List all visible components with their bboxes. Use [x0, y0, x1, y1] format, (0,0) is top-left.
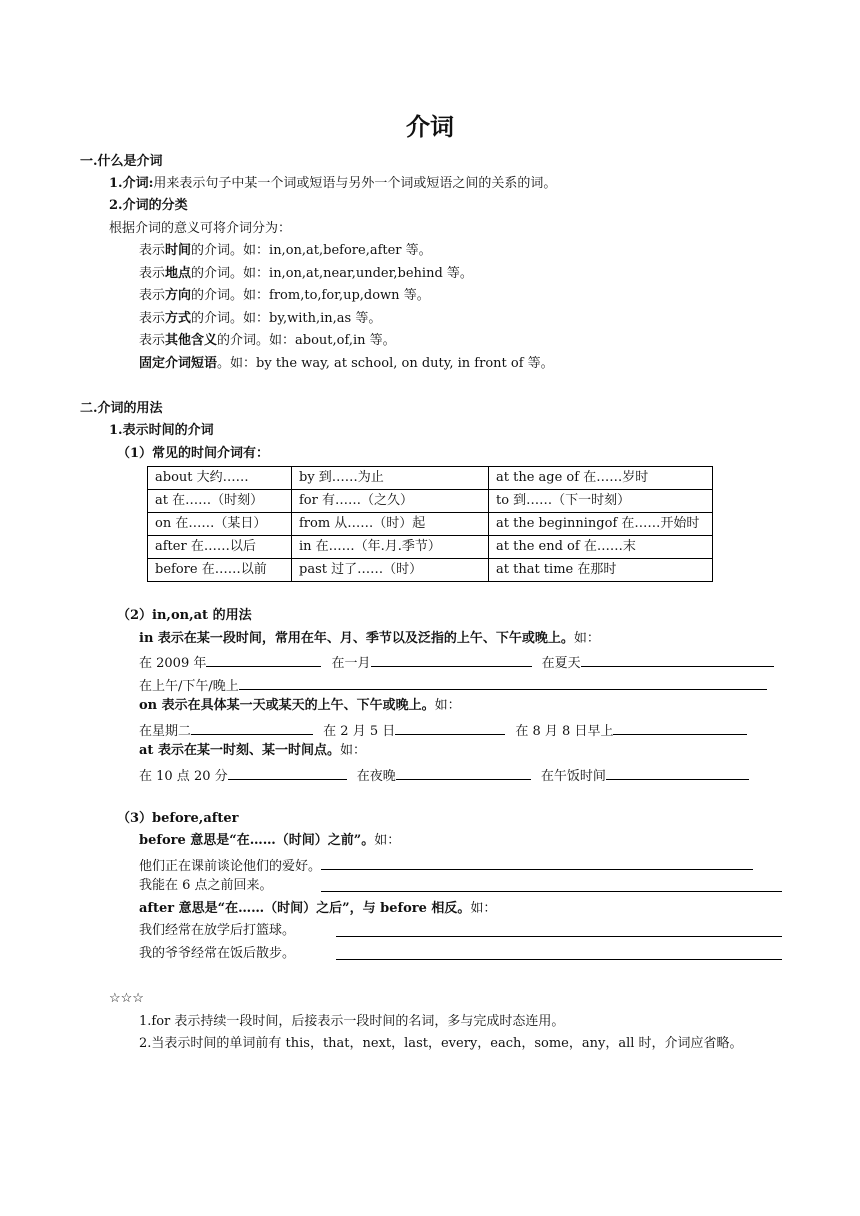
- in-rule: in 表示在某一段时间，常用在年、月、季节以及泛指的上午、下午或晚上。如：: [139, 631, 600, 646]
- answer-blank[interactable]: [206, 652, 321, 667]
- answer-blank[interactable]: [336, 945, 782, 960]
- table-cell: in 在……（年.月.季节）: [292, 536, 489, 559]
- table-cell: about 大约……: [148, 467, 292, 490]
- before-example-row: [139, 855, 753, 876]
- answer-blank[interactable]: [396, 765, 531, 780]
- in-example-row: [139, 652, 774, 673]
- answer-blank[interactable]: [613, 720, 747, 735]
- class-item: 表示地点的介词。如：in,on,at,near,under,behind 等。: [139, 266, 473, 281]
- on-rule: on 表示在具体某一天或某天的上午、下午或晚上。如：: [139, 698, 461, 713]
- class-item: 固定介词短语。如：by the way, at school, on duty, in front of 等。: [139, 356, 554, 371]
- at-example: 在 10 点 20 分: [139, 769, 228, 784]
- table-cell: at that time 在那时: [489, 559, 713, 582]
- star-icon: ☆☆☆: [109, 991, 144, 1006]
- class-item: 表示其他含义的介词。如：about,of,in 等。: [139, 333, 396, 348]
- table-cell: before 在……以前: [148, 559, 292, 582]
- answer-blank[interactable]: [191, 720, 313, 735]
- before-after-heading: （3）before,after: [117, 811, 239, 826]
- on-example-row: [139, 720, 747, 741]
- definition-text: 用来表示句子中某一个词或短语与另外一个词或短语之间的关系的词。: [153, 176, 557, 191]
- answer-blank[interactable]: [321, 877, 782, 892]
- answer-blank[interactable]: [228, 765, 347, 780]
- at-example: 在夜晚: [356, 769, 396, 784]
- after-example-blank: [336, 922, 782, 943]
- table-cell: at 在……（时刻）: [148, 490, 292, 513]
- in-on-at-heading: （2）in,on,at 的用法: [117, 608, 252, 623]
- definition: [109, 175, 556, 193]
- class-item: 表示方向的介词。如：from,to,for,up,down 等。: [139, 288, 430, 303]
- in-example: 在一月: [331, 656, 371, 671]
- section2-heading: 二.介词的用法: [80, 401, 163, 416]
- table-cell: at the end of 在……末: [489, 536, 713, 559]
- on-example: 在 8 月 8 日早上: [515, 724, 614, 739]
- at-example: 在午饭时间: [540, 769, 606, 784]
- table-row: [148, 490, 713, 513]
- before-example: 他们正在课前谈论他们的爱好。: [139, 859, 322, 874]
- classification-intro: 根据介词的意义可将介词分为：: [109, 221, 292, 236]
- table-row: [148, 467, 713, 490]
- on-example: 在 2 月 5 日: [323, 724, 396, 739]
- table-cell: by 到……为止: [292, 467, 489, 490]
- common-time-prep-heading: （1）常见的时间介词有：: [117, 446, 270, 461]
- after-example: 我们经常在放学后打篮球。: [139, 923, 296, 938]
- time-prep-table: [147, 466, 713, 582]
- answer-blank[interactable]: [336, 922, 782, 937]
- on-example: 在星期二: [139, 724, 192, 739]
- time-prep-heading: 1.表示时间的介词: [109, 423, 214, 438]
- table-cell: at the beginningof 在……开始时: [489, 513, 713, 536]
- at-rule: at 表示在某一时刻、某一时间点。如：: [139, 743, 366, 758]
- before-example: 我能在 6 点之前回来。: [139, 878, 273, 893]
- answer-blank[interactable]: [321, 855, 753, 870]
- class-item: 表示时间的介词。如：in,on,at,before,after 等。: [139, 243, 432, 258]
- answer-blank[interactable]: [395, 720, 505, 735]
- answer-blank[interactable]: [606, 765, 749, 780]
- after-example: 我的爷爷经常在饭后散步。: [139, 946, 296, 961]
- table-row: [148, 536, 713, 559]
- in-example-row: [139, 675, 767, 696]
- class-item: 表示方式的介词。如：by,with,in,as 等。: [139, 311, 382, 326]
- definition-label: 1.介词:: [109, 176, 154, 191]
- table-cell: on 在……（某日）: [148, 513, 292, 536]
- answer-blank[interactable]: [239, 675, 767, 690]
- table-cell: after 在……以后: [148, 536, 292, 559]
- table-cell: past 过了……（时）: [292, 559, 489, 582]
- table-row: [148, 513, 713, 536]
- classification-heading: 2.介词的分类: [109, 198, 188, 213]
- section1-heading: 一.什么是介词: [80, 154, 163, 169]
- answer-blank[interactable]: [581, 652, 774, 667]
- in-example: 在 2009 年: [139, 656, 207, 671]
- table-cell: for 有……（之久）: [292, 490, 489, 513]
- note-item: 2.当表示时间的单词前有 this，that，next，last，every，each，some，any，all 时，介词应省略。: [139, 1036, 743, 1051]
- before-example-blank: [321, 877, 782, 898]
- in-example: 在夏天: [541, 656, 581, 671]
- in-example: 在上午/下午/晚上: [139, 679, 239, 694]
- page-title: 介词: [406, 112, 454, 141]
- before-rule: before 意思是“在……（时间）之前”。如：: [139, 833, 401, 848]
- table-cell: to 到……（下一时刻）: [489, 490, 713, 513]
- table-cell: at the age of 在……岁时: [489, 467, 713, 490]
- table-cell: from 从……（时）起: [292, 513, 489, 536]
- answer-blank[interactable]: [371, 652, 532, 667]
- after-rule: after 意思是“在……（时间）之后”，与 before 相反。如：: [139, 901, 497, 916]
- note-item: 1.for 表示持续一段时间，后接表示一段时间的名词，多与完成时态连用。: [139, 1014, 565, 1029]
- at-example-row: [139, 765, 749, 786]
- after-example-blank: [336, 945, 782, 966]
- table-row: [148, 559, 713, 582]
